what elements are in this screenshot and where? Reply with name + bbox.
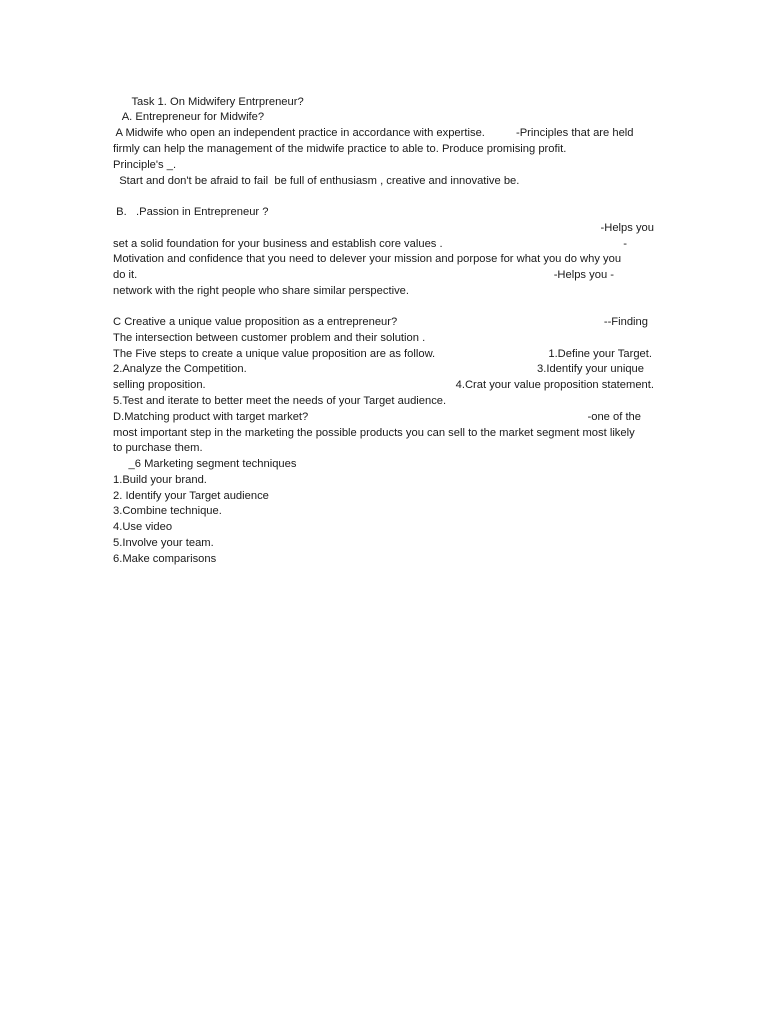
text-line: do it. [113,269,138,281]
text-line: Motivation and confidence that you need to delever your mission and porpose for what you do why you [113,253,622,265]
section-c-heading: C Creative a unique value proposition as a entrepreneur? [113,316,398,328]
text-line: network with the right people who share similar perspective. [113,285,409,297]
text-fragment: 4.Crat your value proposition statement. [455,379,654,391]
text-fragment: -Helps you [600,222,654,234]
list-item: 4.Use video [113,521,173,533]
text-line: to purchase them. [113,442,203,454]
list-item: 1.Build your brand. [113,474,207,486]
list-item: 5.Involve your team. [113,537,214,549]
techniques-heading: _6 Marketing segment techniques [113,458,297,470]
list-item: 6.Make comparisons [113,553,217,565]
text-line: Start and don't be afraid to fail be full of enthusiasm , creative and innovative be. [113,175,520,187]
text-line: Principle's _. [113,159,177,171]
text-line: 5.Test and iterate to better meet the needs of your Target audience. [113,395,447,407]
task-title: Task 1. On Midwifery Entrpreneur? [113,96,304,108]
text-line: selling proposition. [113,379,206,391]
text-fragment: -one of the [587,411,641,423]
text-line: The intersection between customer problem and their solution . [113,332,426,344]
list-item: 2. Identify your Target audience [113,490,269,502]
text-line: The Five steps to create a unique value proposition are as follow. [113,348,436,360]
text-fragment: - [623,238,627,250]
section-b-heading: B. .Passion in Entrepreneur ? [113,206,269,218]
section-d-heading: D.Matching product with target market? [113,411,309,423]
text-line: set a solid foundation for your business and establish core values . [113,238,443,250]
list-item: 3.Combine technique. [113,505,222,517]
text-fragment: -Helps you - [553,269,614,281]
text-line: most important step in the marketing the possible products you can sell to the market segment most likely [113,427,635,439]
section-a-heading: A. Entrepreneur for Midwife? [113,111,265,123]
text-fragment: --Finding [603,316,648,328]
text-line: A Midwife who open an independent practice in accordance with expertise. -Principles that are held [113,127,634,139]
text-line: firmly can help the management of the midwife practice to able to. Produce promising profit. [113,143,567,155]
text-fragment: 1.Define your Target. [548,348,652,360]
text-fragment: 3.Identify your unique [537,363,644,375]
text-line: 2.Analyze the Competition. [113,363,247,375]
